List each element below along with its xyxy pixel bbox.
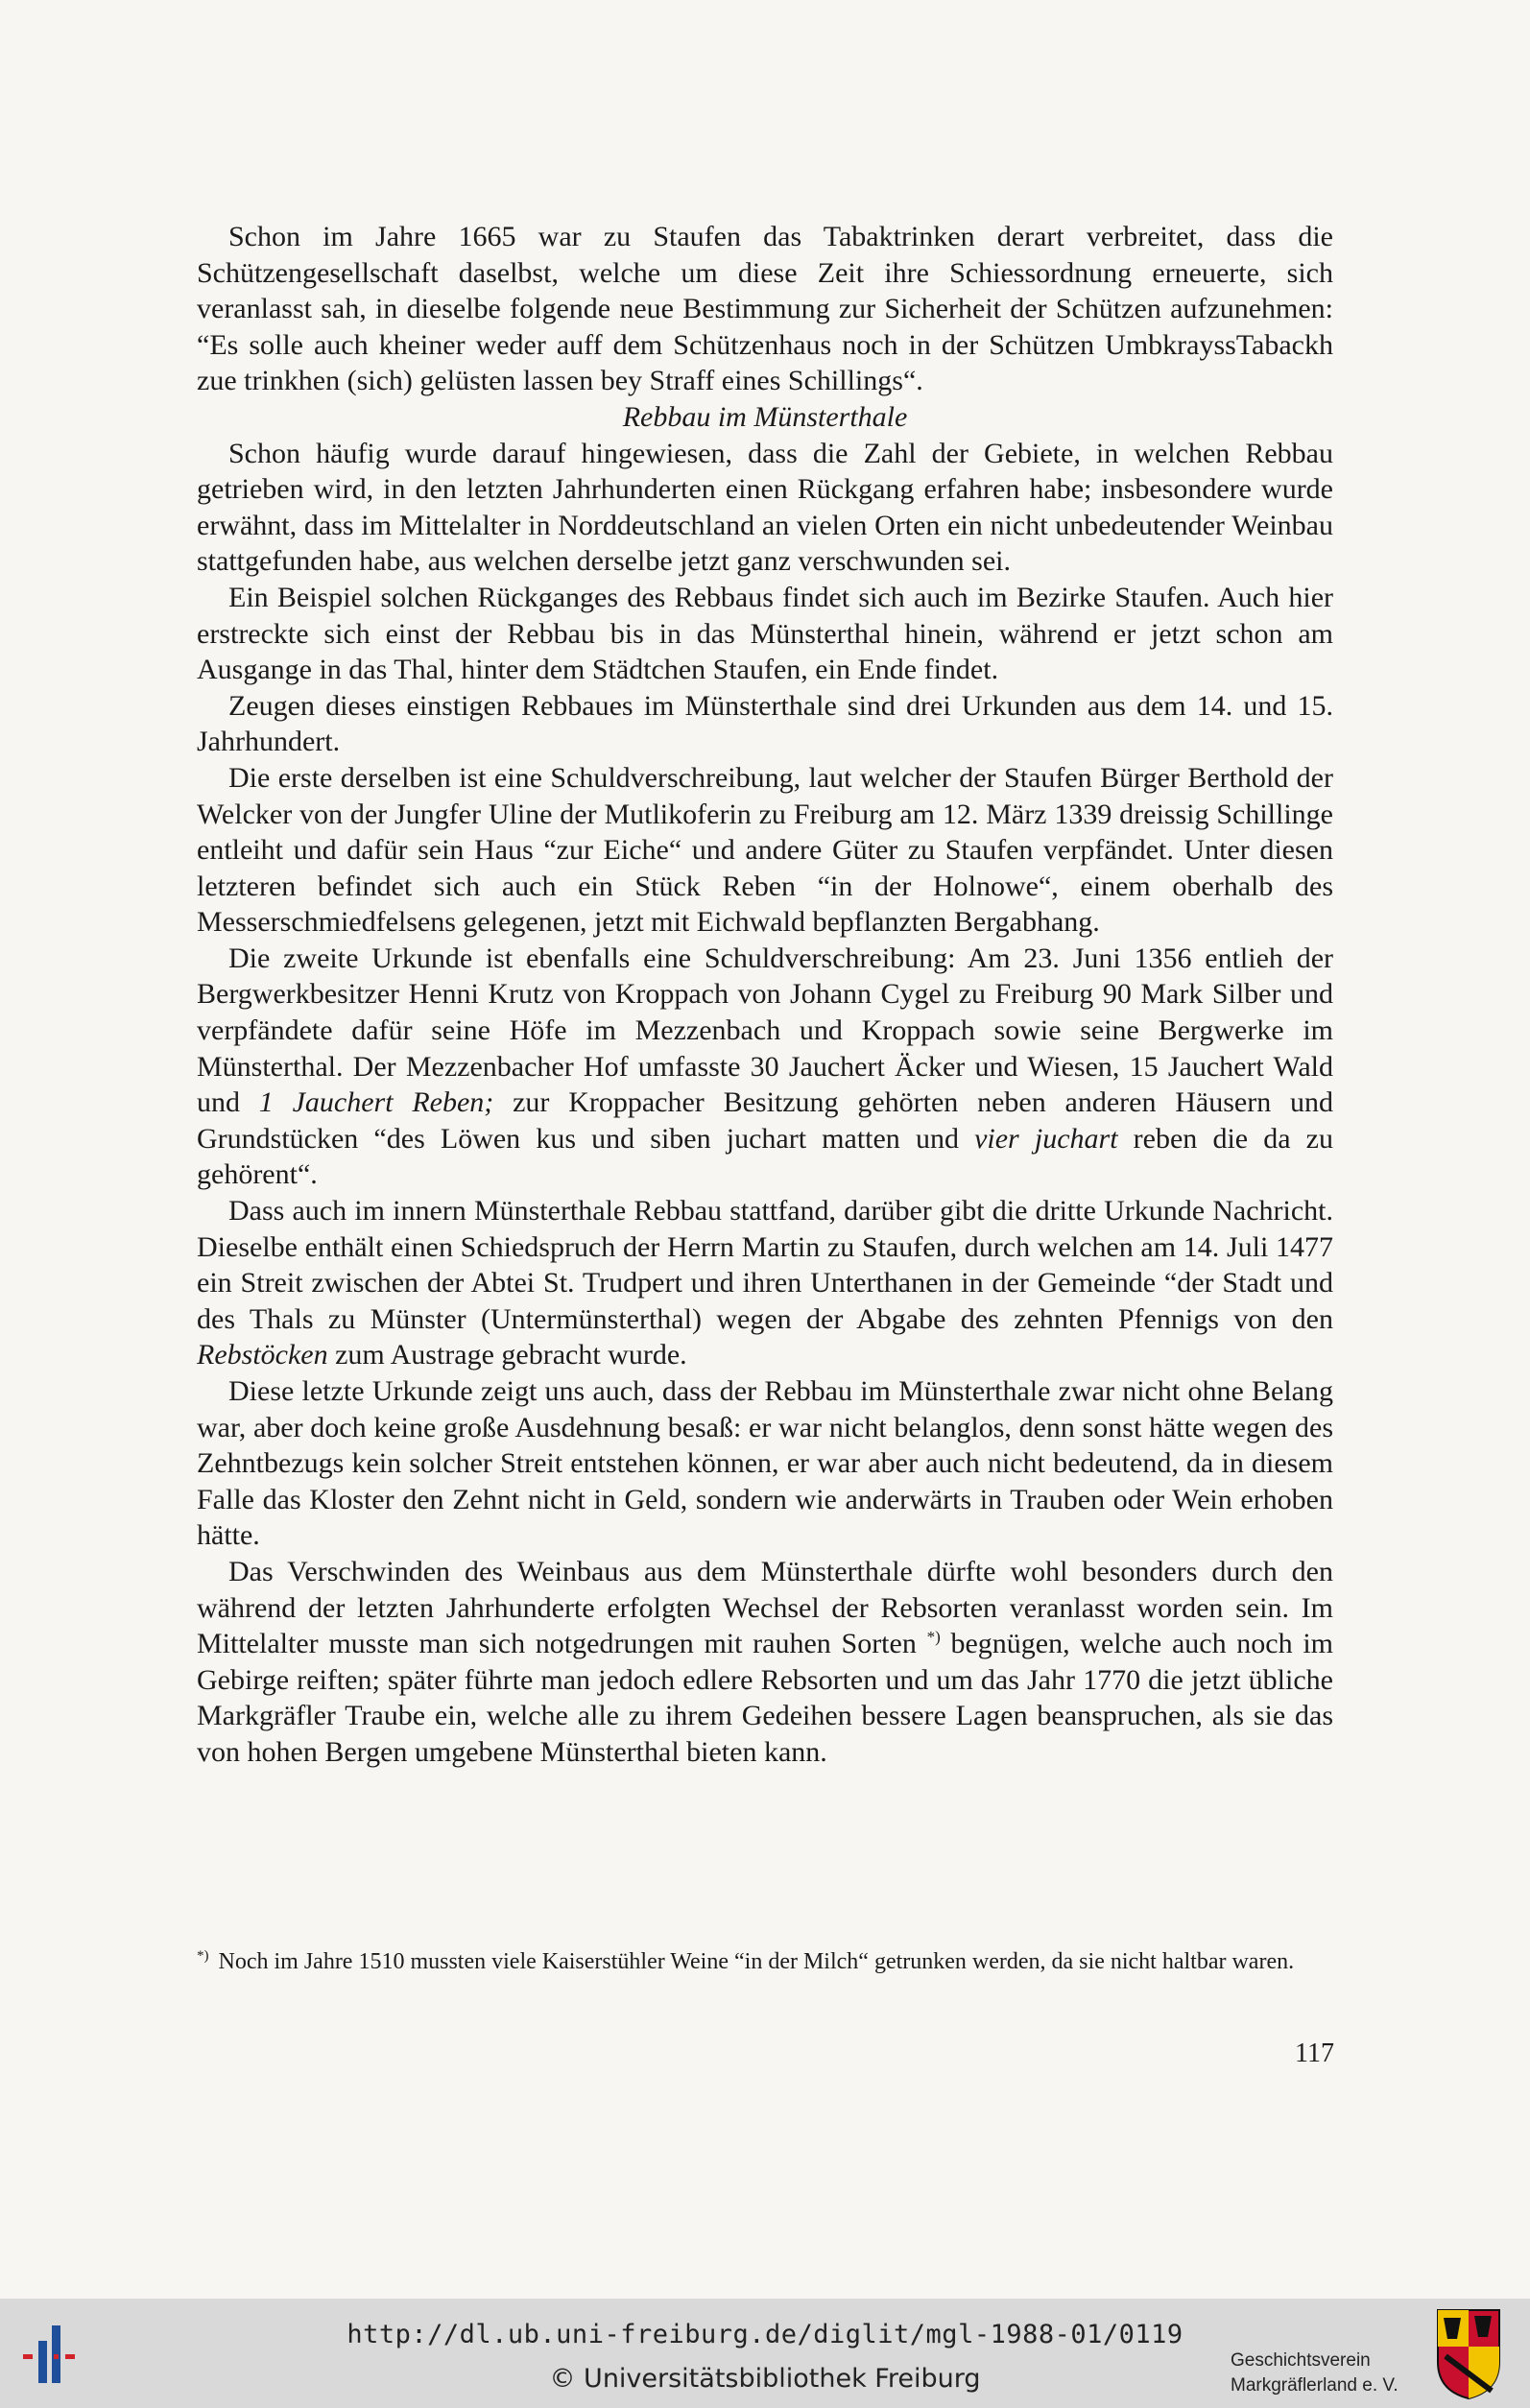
text-run: zum Austrage gebracht wurde. xyxy=(327,1339,687,1371)
paragraph: Die erste derselben ist eine Schuldverschreibung, laut welcher der Staufen Bürger Berthold der Welcker von der Jungfer Uline der Mutlikoferin zu Freiburg am 12. März 1339 dreissig Schillinge entleiht und dafür sein Haus “zur Eiche“ und andere Güter zu Staufen verpfändet. Unter diesen letzteren befindet sich auch ein Stück Reben “in der Holnowe“, einem oberhalb des Messerschmiedfelsens gelegenen, jetzt mit Eichwald bepflanzten Bergabhang. xyxy=(197,761,1333,939)
page-number: 117 xyxy=(1295,2038,1334,2068)
paragraph xyxy=(197,1193,1333,1373)
paragraph xyxy=(197,1554,1333,1771)
text-run: begnügen, welche auch noch im Gebirge reiften; später führte man jedoch edlere Rebsorten und um das Jahr 1770 die jetzt übliche Markgräfler Traube ein, welche alle zu ihrem Gedeihen bessere Lagen beanspruchen, als sie das von hohen Bergen umgebene Münsterthal bieten kann. xyxy=(197,1628,1333,1768)
text-run: Die zweite Urkunde ist ebenfalls eine Schuldverschreibung: Am 23. Juni 1356 entlieh der Bergwerkbesitzer Henni Krutz von Kroppach von Johann Cygel zu Freiburg 90 Mark Silber und verpfändete dafür seine Höfe im Mezzenbach und Kroppach sowie seine Bergwerke im Münsterthal. Der Mezzenbacher Hof umfasste 30 Jauchert Äcker und Wiesen, 15 Jauchert Wald und xyxy=(197,942,1333,1119)
italic-text: vier juchart xyxy=(974,1122,1118,1155)
footnote xyxy=(197,1942,1333,1976)
document-url-link[interactable]: http://dl.ub.uni-freiburg.de/diglit/mgl-1988-01/0119 xyxy=(347,2320,1183,2349)
footnote-mark: *) xyxy=(197,1948,209,1964)
text-run: reben die da zu gehörent“. xyxy=(197,1122,1334,1191)
society-name xyxy=(1231,2348,1422,2398)
body-text xyxy=(197,219,1333,1771)
section-heading: Rebbau im Münsterthale xyxy=(622,400,908,433)
paragraph: Diese letzte Urkunde zeigt uns auch, dass der Rebbau im Münsterthale zwar nicht ohne Belang war, aber doch keine große Ausdehnung besaß: er war nicht belanglos, denn sonst hätte wegen des Zehntbezugs kein solcher Streit entstehen können, er war aber auch nicht bedeutend, da in diesem Falle das Kloster den Zehnt nicht in Geld, sondern wie anderwärts in Trauben oder Wein erhoben hätte. xyxy=(197,1375,1333,1552)
footnote-text: Noch im Jahre 1510 mussten viele Kaiserstühler Weine “in der Milch“ getrunken werden, da sie nicht haltbar waren. xyxy=(218,1949,1295,1974)
footnote-reference: *) xyxy=(926,1628,941,1647)
text-run: Das Verschwinden des Weinbaus aus dem Münsterthale dürfte wohl besonders durch den während der letzten Jahrhunderte erfolgten Wechsel der Rebsorten veranlasst worden sein. Im Mittelalter musste man sich notgedrungen mit rauhen Sorten xyxy=(197,1555,1333,1660)
paragraph: Zeugen dieses einstigen Rebbaues im Münsterthale sind drei Urkunden aus dem 14. und 15. Jahrhundert. xyxy=(197,689,1333,758)
italic-text: Rebstöcken xyxy=(197,1339,328,1371)
society-name-line: Geschichtsverein xyxy=(1231,2350,1371,2371)
paragraph: Schon im Jahre 1665 war zu Staufen das Tabaktrinken derart verbreitet, dass die Schützengesellschaft daselbst, welche um diese Zeit ihre Schiessordnung erneuerte, sich veranlasst sah, in dieselbe folgende neue Bestimmung zur Sicherheit der Schützen aufzunehmen: “Es solle auch kheiner weder auff dem Schützenhaus noch in der Schützen UmbkrayssTabackh zue trinkhen (sich) gelüsten lassen bey Straff eines Schillings“. xyxy=(197,221,1333,397)
paragraph: Schon häufig wurde darauf hingewiesen, dass die Zahl der Gebiete, in welchen Rebbau getrieben wird, in den letzten Jahrhunderten einen Rückgang erfahren habe; insbesondere wurde erwähnt, dass im Mittelalter in Norddeutschland an vielen Orten ein nicht unbedeutender Weinbau stattgefunden habe, aus welchen derselbe jetzt ganz verschwunden sei. xyxy=(197,437,1333,578)
text-run: zur Kroppacher Besitzung gehörten neben anderen Häusern und Grundstücken “des Löwen kus und siben juchart matten und xyxy=(197,1086,1334,1155)
paragraph: Ein Beispiel solchen Rückganges des Rebbaus findet sich auch im Bezirke Staufen. Auch hier erstreckte sich einst der Rebbau bis in das Münsterthal hinein, während er jetzt schon am Ausgange in das Thal, hinter dem Städtchen Staufen, ein Ende findet. xyxy=(197,581,1333,686)
footer-bar xyxy=(0,2299,1530,2408)
italic-text: 1 Jauchert Reben; xyxy=(258,1086,494,1119)
paragraph xyxy=(197,941,1333,1193)
society-name-line: Markgräflerland e. V. xyxy=(1231,2375,1399,2396)
text-run: Dass auch im innern Münsterthale Rebbau stattfand, darüber gibt die dritte Urkunde Nachricht. Dieselbe enthält einen Schiedspruch der Herrn Martin zu Staufen, durch welchen am 14. Juli 1477 ein Streit zwischen der Abtei St. Trudpert und ihren Unterthanen in der Gemeinde “der Stadt und des Thals zu Münster (Untermünsterthal) wegen der Abgabe des zehnten Pfennigs von den xyxy=(197,1195,1333,1335)
coat-of-arms-icon xyxy=(1436,2308,1501,2400)
footnote-line xyxy=(197,1942,1333,1976)
copyright-text: © Universitätsbibliothek Freiburg xyxy=(549,2364,981,2394)
